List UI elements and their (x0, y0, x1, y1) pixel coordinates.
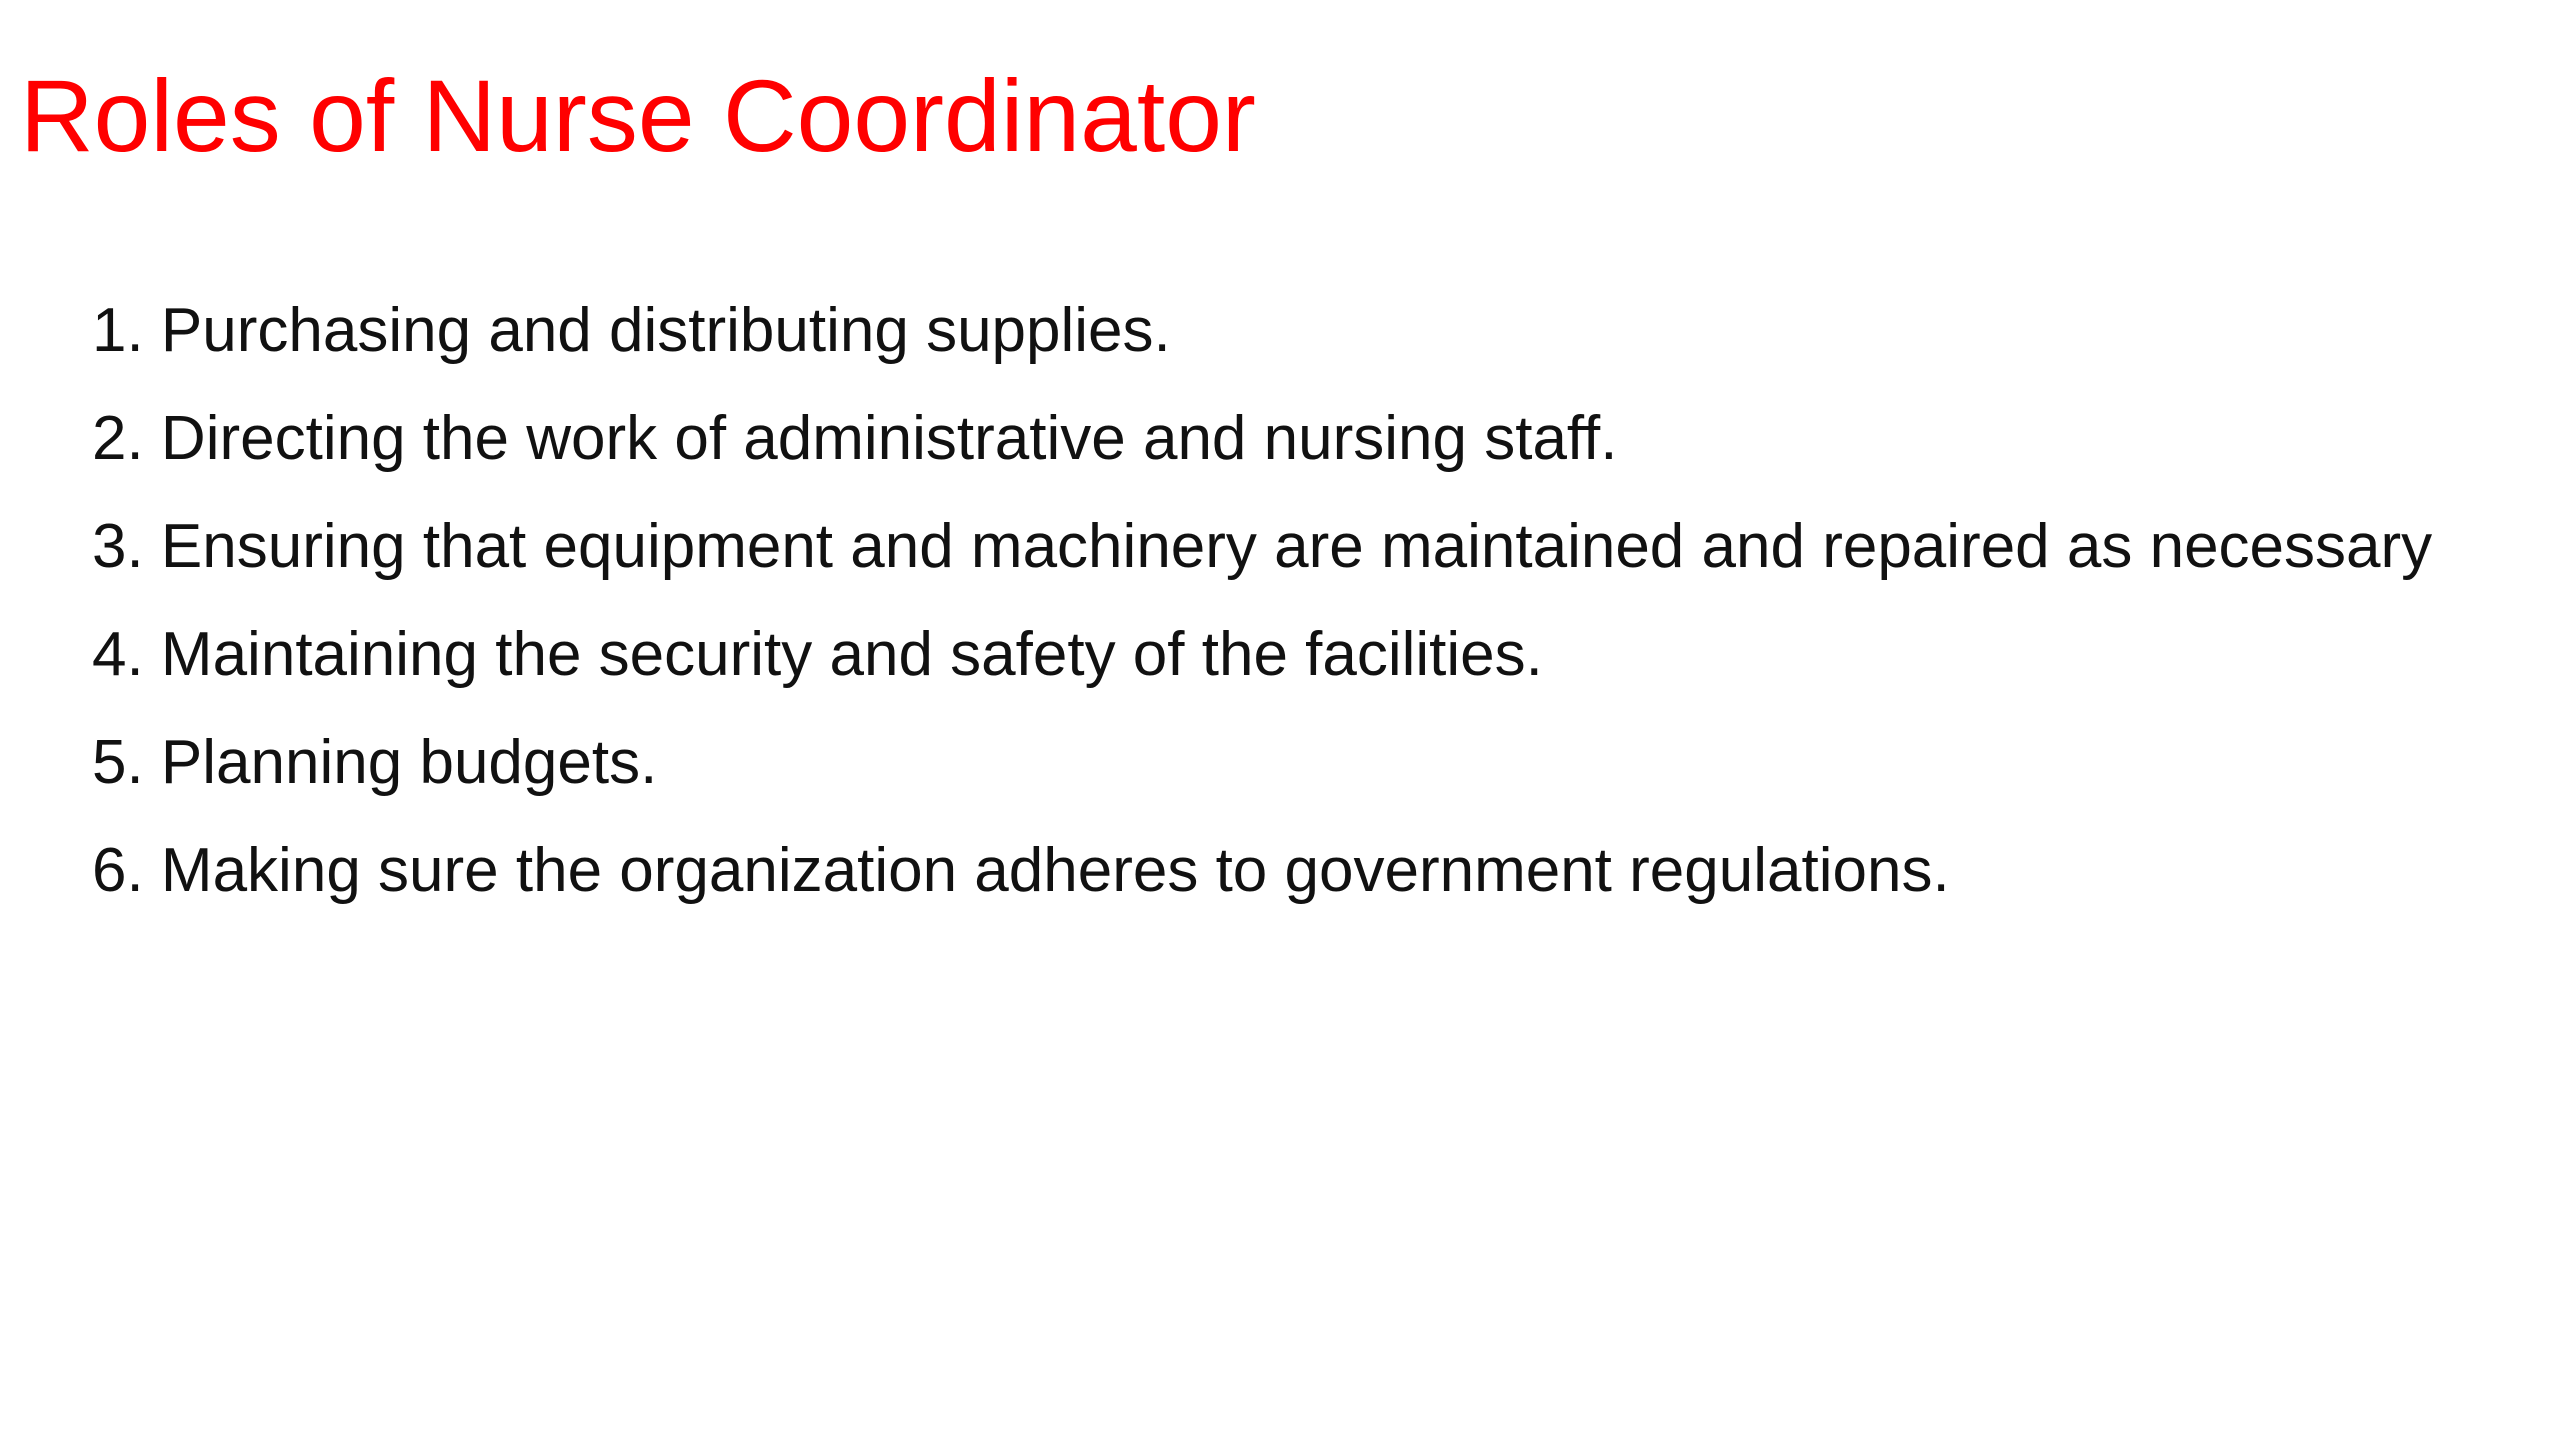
list-item: 3. Ensuring that equipment and machinery are maintained and repaired as necessary (92, 512, 2433, 581)
list-item: 1. Purchasing and distributing supplies. (92, 296, 1171, 365)
list-item: 4. Maintaining the security and safety of the facilities. (92, 620, 1543, 689)
roles-list (92, 290, 2512, 938)
list-item: 6. Making sure the organization adheres to government regulations. (92, 836, 1950, 905)
list-item: 5. Planning budgets. (92, 728, 658, 797)
slide-title: Roles of Nurse Coordinator (20, 59, 1256, 173)
list-item: 2. Directing the work of administrative and nursing staff. (92, 404, 1618, 473)
